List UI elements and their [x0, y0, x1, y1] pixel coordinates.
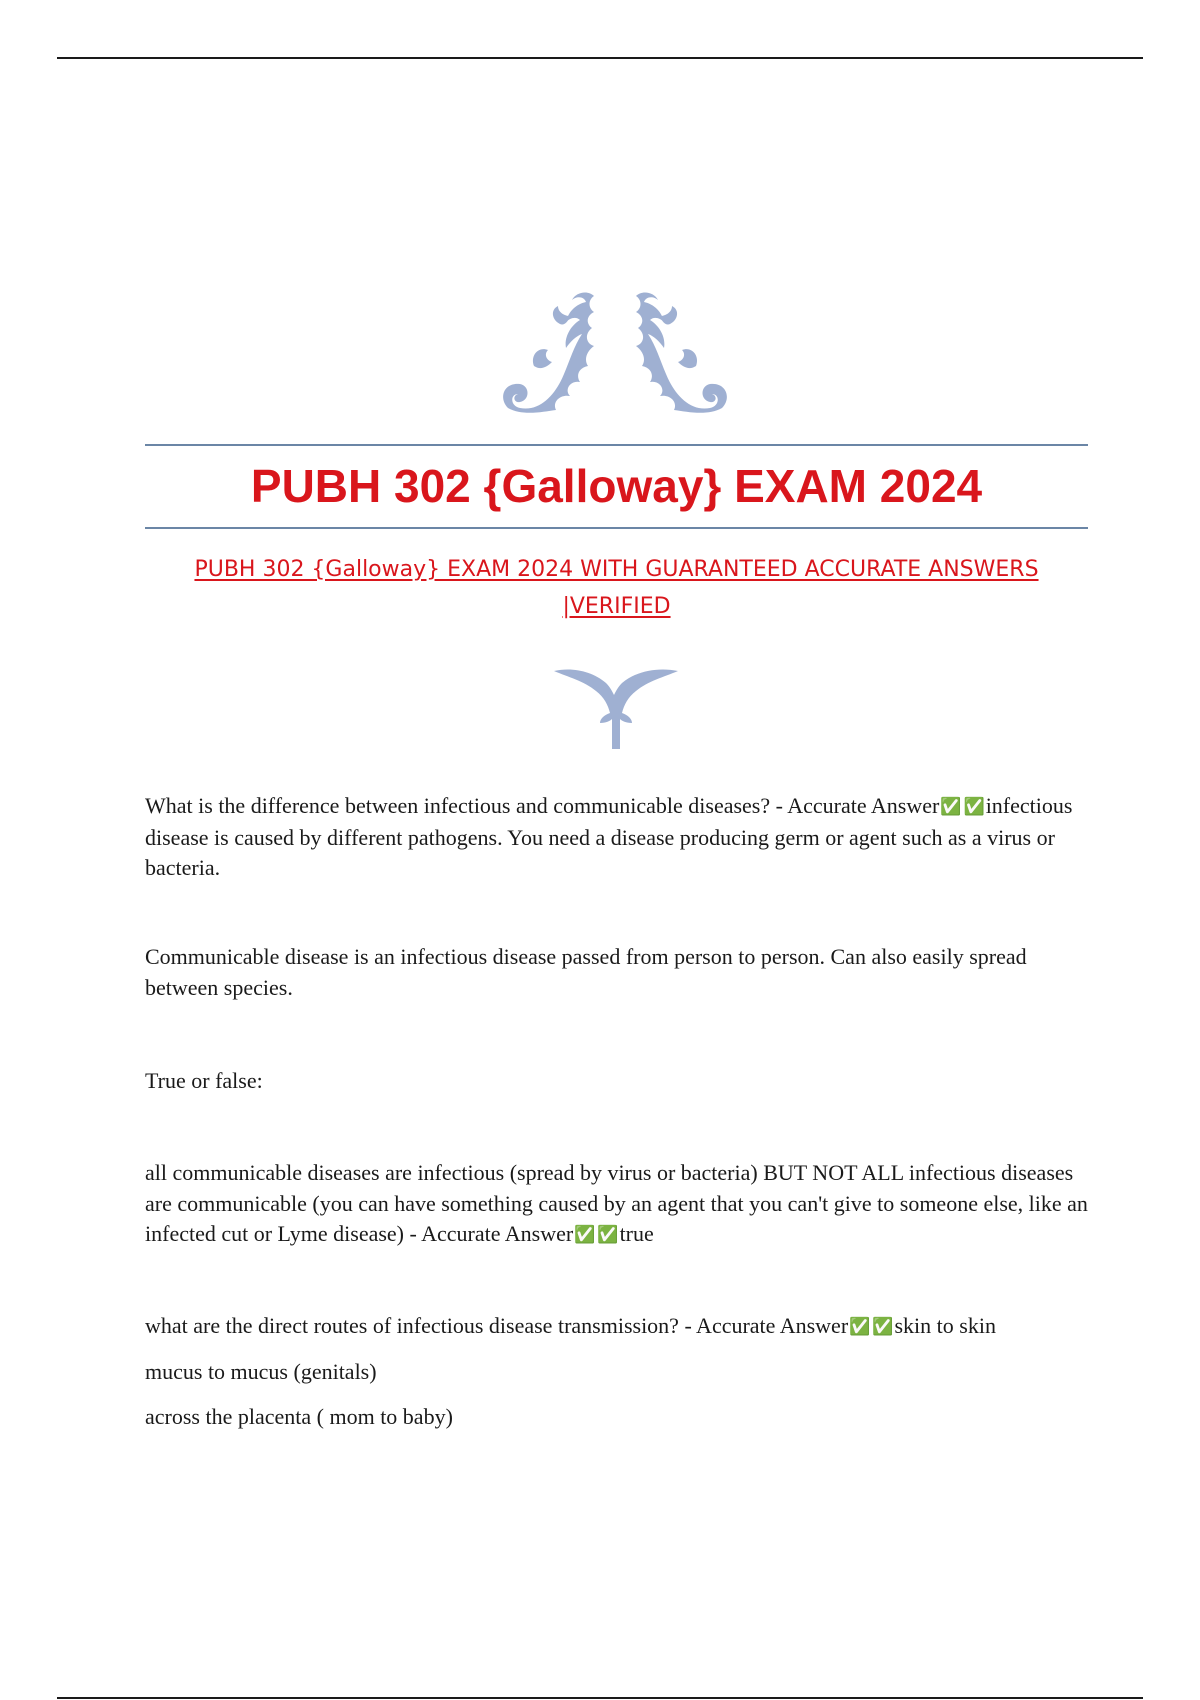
check-icon: ✅ [597, 1225, 619, 1245]
answer-text: true [619, 1221, 654, 1246]
check-icon: ✅ [849, 1317, 871, 1337]
answer-text: skin to skin [894, 1313, 996, 1338]
check-icon: ✅ [940, 797, 962, 817]
question-direct-routes [145, 1311, 1090, 1343]
document-subtitle-link[interactable]: PUBH 302 {Galloway} EXAM 2024 WITH GUARANTEED ACCURATE ANSWERS |VERIFIED [194, 557, 1039, 619]
check-icon: ✅ [872, 1317, 894, 1337]
question-infectious-vs-communicable [145, 791, 1090, 884]
fleur-divider-icon [552, 665, 680, 750]
title-bottom-rule [145, 527, 1088, 529]
answer-line-mucus: mucus to mucus (genitals) [145, 1359, 377, 1384]
check-icon: ✅ [574, 1225, 596, 1245]
answer-line-placenta: across the placenta ( mom to baby) [145, 1404, 453, 1429]
check-icon: ✅ [963, 797, 985, 817]
question-text: all communicable diseases are infectious (spread by virus or bacteria) BUT NOT ALL infectious diseases are communicable (you can have something caused by an agent that you can't give to someone else, like an infected cut or Lyme disease) - Accurate Answer [145, 1160, 1088, 1246]
answer-text: infectious disease is caused by different pathogens. You need a disease producing germ or agent such as a virus or bacteria. [145, 793, 1073, 880]
question-communicable-infectious [145, 1158, 1090, 1251]
paragraph-true-or-false: True or false: [145, 1068, 263, 1093]
page-top-rule [57, 57, 1143, 59]
title-top-rule [145, 444, 1088, 446]
floral-flourish-icon [490, 290, 740, 430]
page-bottom-rule [57, 1697, 1143, 1699]
question-text: What is the difference between infectious and communicable diseases? - Accurate Answer [145, 793, 940, 818]
document-title: PUBH 302 {Galloway} EXAM 2024 [250, 460, 983, 512]
question-text: what are the direct routes of infectious disease transmission? - Accurate Answer [145, 1313, 849, 1338]
paragraph-communicable-definition: Communicable disease is an infectious disease passed from person to person. Can also easily spread between species. [145, 944, 1027, 1000]
